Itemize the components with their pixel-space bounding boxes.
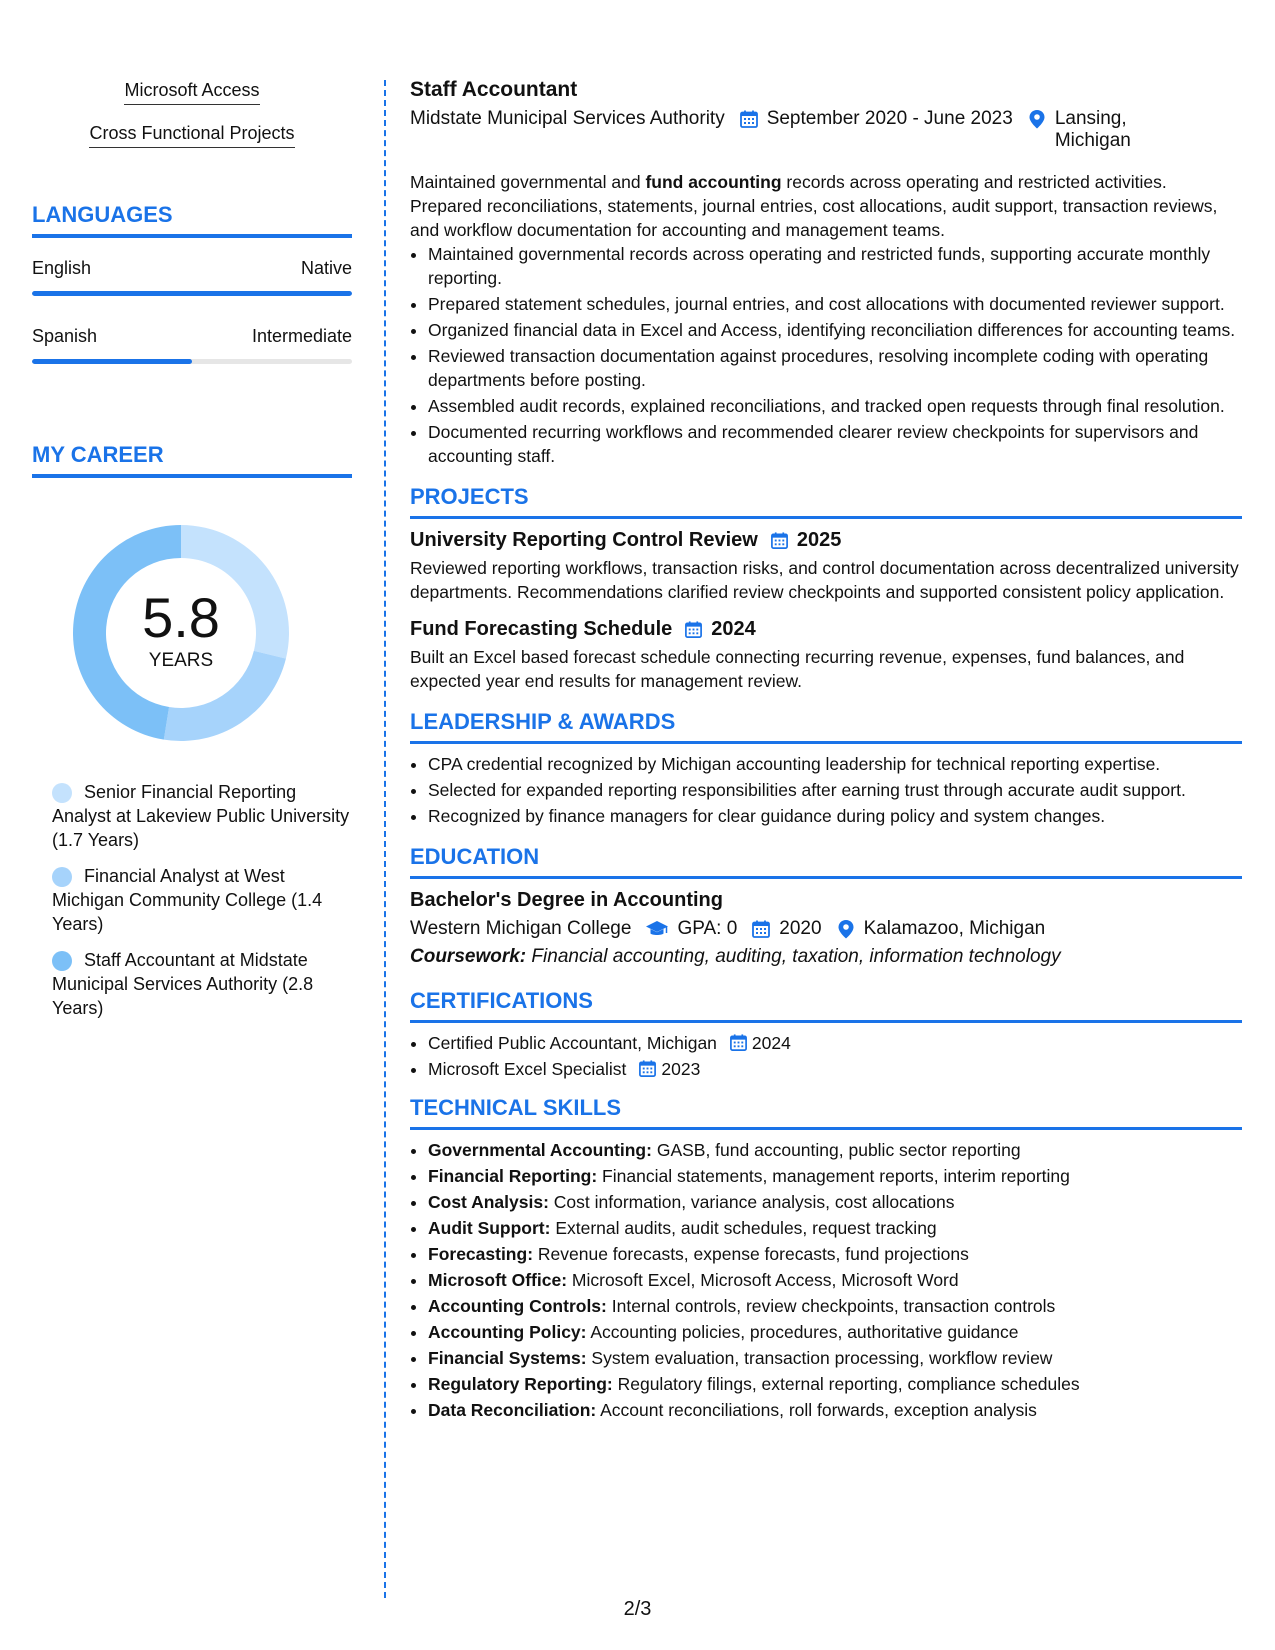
- list-item: • Accounting Controls: Internal controls, review checkpoints, transaction controls: [428, 1294, 1242, 1318]
- list-item: • Maintained governmental records across operating and restricted funds, supporting accurate monthly reporting.: [428, 242, 1242, 290]
- section-rule: [410, 1020, 1242, 1023]
- education-title: EDUCATION: [410, 844, 540, 869]
- language-proficiency-bar: [32, 291, 352, 296]
- column-divider: [384, 80, 386, 1598]
- calendar-icon: [739, 109, 759, 129]
- job-entry: [410, 78, 1242, 468]
- job-dates: September 2020 - June 2023: [766, 108, 1013, 129]
- coursework: Coursework: Financial accounting, auditing, taxation, information technology: [410, 946, 1061, 967]
- career-legend: [52, 780, 352, 1020]
- list-item: • Regulatory Reporting: Regulatory filings, external reporting, compliance schedules: [428, 1372, 1242, 1396]
- leadership-title: LEADERSHIP & AWARDS: [410, 709, 676, 734]
- calendar-icon: [751, 919, 771, 939]
- project-header: [410, 618, 1242, 641]
- sidebar: [32, 80, 352, 1032]
- language-level: Intermediate: [251, 326, 352, 346]
- list-item: • Microsoft Office: Microsoft Excel, Microsoft Access, Microsoft Word: [428, 1268, 1242, 1292]
- list-item: • Certified Public Accountant, Michigan 2024: [428, 1031, 1242, 1055]
- skill-tag: Microsoft Access: [124, 80, 259, 105]
- section-rule: [410, 876, 1242, 879]
- language-proficiency-fill: [32, 359, 192, 364]
- career-title: MY CAREER: [32, 442, 164, 467]
- languages-section: [32, 202, 352, 364]
- projects-section: [410, 484, 1242, 693]
- location-pin-icon: [836, 919, 856, 939]
- career-section: [32, 442, 352, 1020]
- career-legend-item: [52, 780, 352, 852]
- career-years-unit: YEARS: [148, 650, 214, 671]
- career-legend-item: [52, 864, 352, 936]
- list-item: • Reviewed transaction documentation against procedures, resolving incomplete coding with operating departments before posting.: [428, 344, 1242, 392]
- page-number: 2/3: [623, 1598, 652, 1620]
- languages-title: LANGUAGES: [32, 202, 173, 227]
- skill-tag: Cross Functional Projects: [89, 123, 294, 148]
- project-year: 2025: [796, 529, 842, 551]
- career-donut-chart: [66, 518, 296, 748]
- project-description: Built an Excel based forecast schedule connecting recurring revenue, expenses, fund balances, and expected year end results for management review.: [410, 647, 1185, 691]
- project-header: [410, 529, 1242, 552]
- school-name: Western Michigan College: [410, 918, 632, 939]
- location-pin-icon: [1027, 109, 1047, 129]
- skills-title: TECHNICAL SKILLS: [410, 1095, 622, 1120]
- graduation-year: 2020: [779, 918, 822, 939]
- summary-highlight: fund accounting: [645, 172, 782, 192]
- legend-dot: [52, 783, 72, 803]
- job-meta: [410, 108, 1242, 152]
- calendar-icon: [638, 1059, 657, 1078]
- career-legend-label: Senior Financial Reporting Analyst at Lakeview Public University (1.7 Years): [52, 782, 350, 850]
- language-row: [32, 258, 352, 279]
- degree-title: Bachelor's Degree in Accounting: [410, 889, 723, 911]
- job-summary: Maintained governmental and fund accounting records across operating and restricted activities. Prepared reconciliations, statements, journal entries, cost allocations, audit support, transaction reviews, and workflow documentation for accounting and management teams.: [410, 172, 1218, 240]
- list-item: • Prepared statement schedules, journal entries, and cost allocations with documented reviewer support.: [428, 292, 1242, 316]
- certifications-section: [410, 988, 1242, 1081]
- section-rule: [32, 234, 352, 238]
- school-location: Kalamazoo, Michigan: [863, 918, 1046, 939]
- graduation-cap-icon: [645, 919, 669, 939]
- coursework-label: Coursework:: [410, 946, 527, 967]
- leadership-list: [410, 752, 1242, 828]
- list-item: • Data Reconciliation: Account reconciliations, roll forwards, exception analysis: [428, 1398, 1242, 1422]
- education-section: [410, 844, 1242, 968]
- legend-dot: [52, 951, 72, 971]
- calendar-icon: [729, 1033, 748, 1052]
- language-row: [32, 326, 352, 347]
- job-location: Lansing, Michigan: [1054, 108, 1131, 151]
- calendar-icon: [770, 531, 789, 550]
- language-proficiency-bar: [32, 359, 352, 364]
- project-year: 2024: [711, 618, 756, 640]
- leadership-section: [410, 709, 1242, 828]
- skill-tags: [32, 80, 352, 166]
- job-bullets: [410, 242, 1242, 468]
- certifications-list: [410, 1031, 1242, 1081]
- section-rule: [410, 1127, 1242, 1130]
- skills-list: [410, 1138, 1242, 1422]
- project-name: University Reporting Control Review: [410, 529, 758, 551]
- list-item: • CPA credential recognized by Michigan accounting leadership for technical reporting expertise.: [428, 752, 1242, 776]
- list-item: • Financial Systems: System evaluation, transaction processing, workflow review: [428, 1346, 1242, 1370]
- list-item: • Governmental Accounting: GASB, fund accounting, public sector reporting: [428, 1138, 1242, 1162]
- list-item: • Accounting Policy: Accounting policies, procedures, authoritative guidance: [428, 1320, 1242, 1344]
- list-item: • Assembled audit records, explained reconciliations, and tracked open requests through final resolution.: [428, 394, 1242, 418]
- gpa: GPA: 0: [677, 918, 738, 939]
- list-item: • Organized financial data in Excel and Access, identifying reconciliation differences for accounting teams.: [428, 318, 1242, 342]
- education-meta: [410, 918, 1242, 940]
- list-item: • Forecasting: Revenue forecasts, expense forecasts, fund projections: [428, 1242, 1242, 1266]
- main-content: [410, 78, 1242, 1424]
- list-item: • Financial Reporting: Financial statements, management reports, interim reporting: [428, 1164, 1242, 1188]
- career-legend-label: Financial Analyst at West Michigan Community College (1.4 Years): [52, 866, 323, 934]
- job-title: Staff Accountant: [410, 78, 578, 101]
- list-item: • Cost Analysis: Cost information, variance analysis, cost allocations: [428, 1190, 1242, 1214]
- language-name: English: [32, 258, 92, 278]
- section-rule: [410, 741, 1242, 744]
- language-level: Native: [300, 258, 352, 278]
- section-rule: [410, 516, 1242, 519]
- list-item: • Microsoft Excel Specialist 2023: [428, 1057, 1242, 1081]
- language-name: Spanish: [32, 326, 98, 346]
- list-item: • Audit Support: External audits, audit schedules, request tracking: [428, 1216, 1242, 1240]
- section-rule: [32, 474, 352, 478]
- skills-section: [410, 1095, 1242, 1422]
- job-company: Midstate Municipal Services Authority: [410, 108, 725, 129]
- list-item: • Documented recurring workflows and recommended clearer review checkpoints for supervisors and accounting staff.: [428, 420, 1242, 468]
- calendar-icon: [684, 620, 703, 639]
- career-legend-label: Staff Accountant at Midstate Municipal Services Authority (2.8 Years): [52, 950, 314, 1018]
- list-item: • Selected for expanded reporting responsibilities after earning trust through accurate audit support.: [428, 778, 1242, 802]
- legend-dot: [52, 867, 72, 887]
- career-total-years: 5.8: [142, 586, 220, 649]
- career-legend-item: [52, 948, 352, 1020]
- project-name: Fund Forecasting Schedule: [410, 618, 673, 640]
- certifications-title: CERTIFICATIONS: [410, 988, 593, 1013]
- list-item: • Recognized by finance managers for clear guidance during policy and system changes.: [428, 804, 1242, 828]
- projects-title: PROJECTS: [410, 484, 529, 509]
- language-proficiency-fill: [32, 291, 352, 296]
- project-description: Reviewed reporting workflows, transaction risks, and control documentation across decentralized university departments. Recommendations clarified review checkpoints and supported consistent policy application.: [410, 558, 1239, 602]
